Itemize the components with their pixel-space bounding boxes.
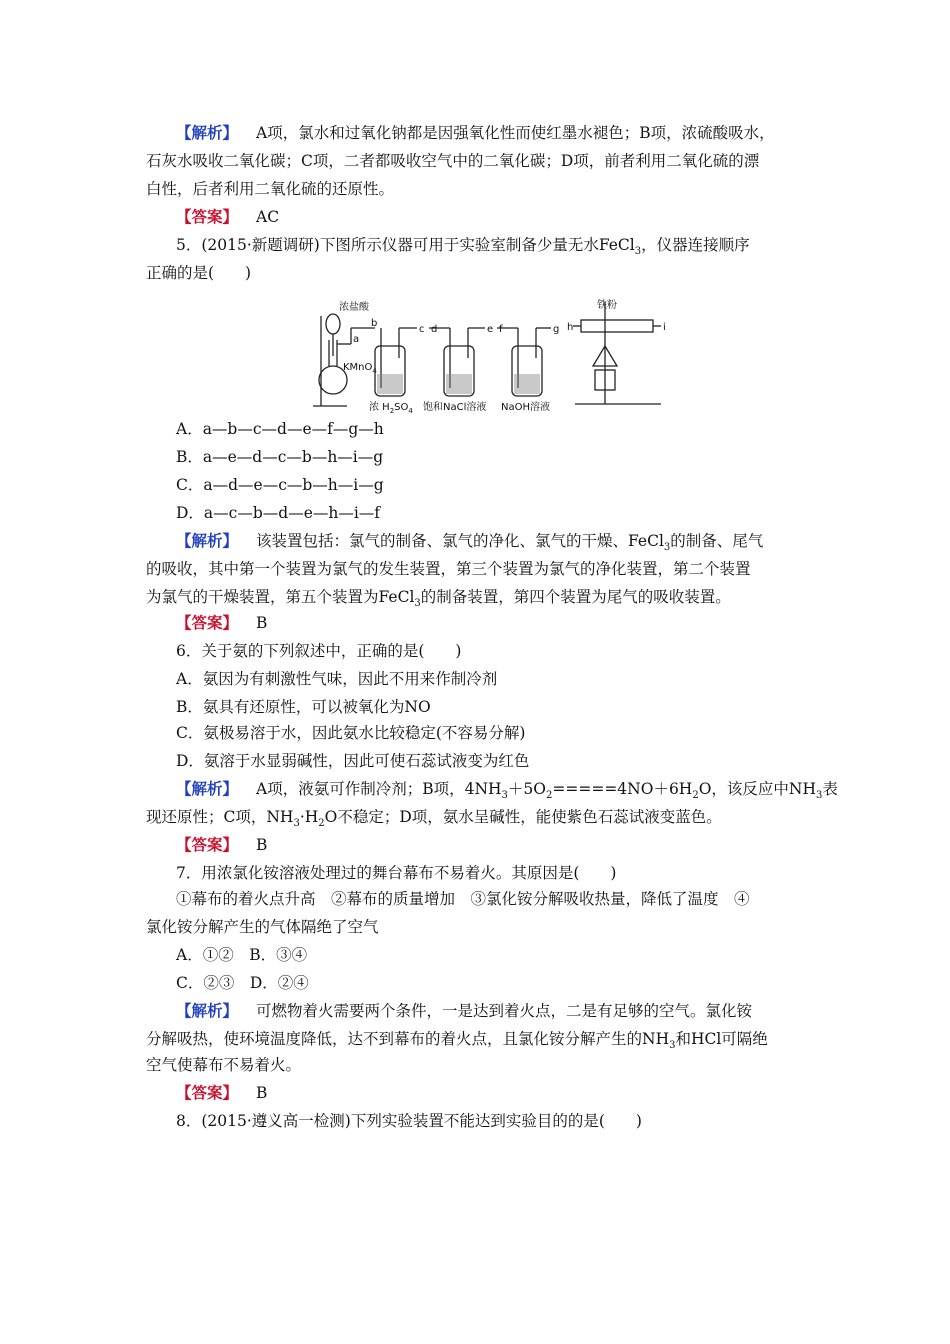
q5-analysis-line: 为氯气的干燥装置，第五个装置为FeCl$_3$的制备装置，第四个装置为尾气的吸收装置。 [146,588,731,610]
q6-option-d: D．氨溶于水显弱碱性，因此可使石蕊试液变为红色 [176,752,530,770]
q7-options: A．①② B．③④ [176,946,308,964]
q4-answer: AC [256,208,280,226]
q7-analysis-line: 【解析】 可燃物着火需要两个条件，一是达到着火点，二是有足够的空气。氯化铵 [176,1001,753,1020]
q4-analysis-line: 白性，后者利用二氧化硫的还原性。 [146,180,395,198]
q7-options: C．②③ D．②④ [176,974,309,992]
q5-analysis-line: 的吸收，其中第一个装置为氯气的发生装置，第三个装置为氯气的净化装置，第二个装置 [146,560,751,578]
q7-analysis-line: 分解吸热，使环境温度降低，达不到幕布的着火点，且氯化铵分解产生的$NH_3$和HCl可隔绝 [146,1030,768,1052]
q6-answer-line: 【答案】 B [176,835,268,854]
q6-analysis-line: 现还原性；C项，$NH_3\cdot H_2O$不稳定；D项，氨水呈碱性，能使紫色石蕊试液变蓝色。 [146,808,722,830]
q5-option-a: A．a—b—c—d—e—f—g—h [176,420,384,438]
q4-analysis-line: 【解析】 A项，氯水和过氧化钠都是因强氧化性而使红墨水褪色；B项，浓硫酸吸水， [176,123,775,142]
q7-answer-line: 【答案】 B [176,1083,268,1102]
q7-analysis-line: 空气使幕布不易着火。 [146,1056,302,1074]
q6-option-c: C．氨极易溶于水，因此氨水比较稳定(不容易分解) [176,724,526,742]
svg-text:d: d [431,324,438,335]
answer-tag: 【答案】 [176,207,239,226]
label-conc-h2so4: 浓 $H_2SO_4$ [369,402,413,415]
svg-text:g: g [553,324,560,335]
q5-analysis-line: 【解析】 该装置包括：氯气的制备、氯气的净化、氯气的干燥、FeCl$_3$的制备、尾气 [176,531,764,554]
svg-text:a: a [353,334,360,345]
dropping-funnel [326,314,340,334]
q5-option-d: D．a—c—b—d—e—h—i—f [176,504,381,522]
label-kmno4: KMnO$_4$ [343,362,377,375]
label-sat-nacl: 饱和NaCl溶液 [423,402,487,413]
q4-answer-line [176,206,844,228]
q8-stem: 8．(2015·遵义高一检测)下列实验装置不能达到实验目的的是( ) [176,1112,642,1130]
analysis-tag: 【解析】 [176,123,239,142]
label-conc-hcl: 浓盐酸 [339,302,369,313]
label-iron-powder: 铁粉 [597,300,617,311]
q5-option-c: C．a—d—e—c—b—h—i—g [176,476,384,494]
q5-answer-line: 【答案】 B [176,613,268,632]
q5-option-b: B．a—e—d—c—b—h—i—g [176,448,384,466]
q6-answer: B [256,836,268,854]
q6-analysis-line: 【解析】 A项，液氨可作制冷剂；B项，$4NH_3+5O_2=====4NO+6H_2O$，该反应中$NH_3$表 [176,779,838,802]
reaction-tube [581,320,653,332]
q7-answer: B [256,1084,268,1102]
q4-analysis-line: 石灰水吸收二氧化碳；C项，二者都吸收空气中的二氧化碳；D项，前者利用二氧化硫的漂 [146,152,760,170]
q7-stem: 7．用浓氯化铵溶液处理过的舞台幕布不易着火。其原因是( ) [176,864,617,882]
svg-text:h: h [567,322,574,333]
q5-answer: B [256,614,268,632]
q6-stem: 6．关于氨的下列叙述中，正确的是( ) [176,642,462,660]
svg-text:c: c [419,324,425,335]
q7-choices: 氯化铵分解产生的气体隔绝了空气 [146,918,379,936]
svg-text:i: i [663,322,666,333]
q5-stem: 5．(2015·新题调研)下图所示仪器可用于实验室制备少量无水FeCl$_3$，仪器连接顺序 [176,236,750,258]
q7-choices: ①幕布的着火点升高 ②幕布的质量增加 ③氯化铵分解吸收热量，降低了温度 ④ [176,890,750,908]
q6-option-a: A．氨因为有刺激性气味，因此不用来作制冷剂 [176,670,498,688]
apparatus-figure [311,296,679,416]
svg-text:f: f [499,324,503,335]
label-naoh: NaOH溶液 [501,402,550,413]
svg-text:b: b [371,318,378,329]
q6-option-b: B．氨具有还原性，可以被氧化为NO [176,698,431,716]
q5-stem: 正确的是( ) [146,264,252,282]
svg-text:e: e [487,324,494,335]
